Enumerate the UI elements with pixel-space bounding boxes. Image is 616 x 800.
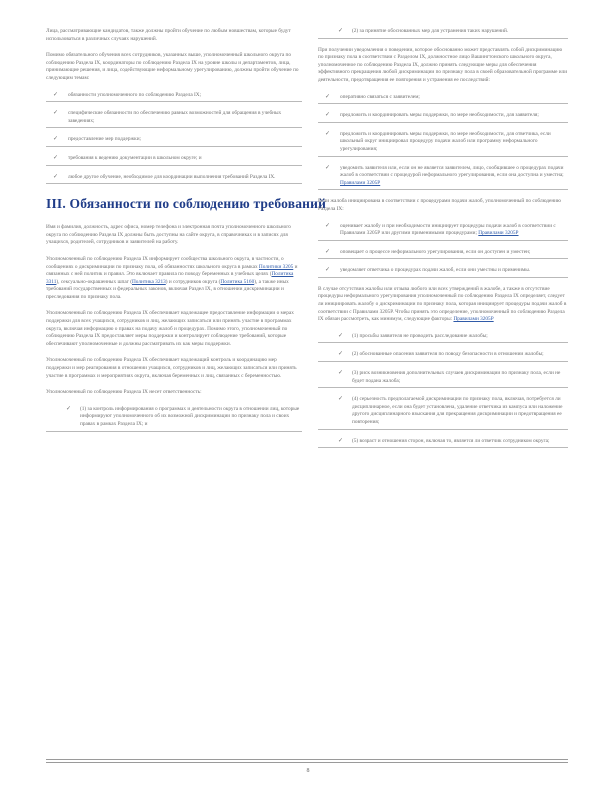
bullet-icon: ✓ (53, 91, 59, 98)
list-item (318, 131, 568, 157)
complaint-paragraph: Если жалоба инициирована в соответствии с процедурами подачи жалоб, уполномоченный по соблюдению Раздела IX: (318, 198, 561, 212)
bullet-icon: ✓ (338, 28, 344, 34)
bullet-icon: ✓ (338, 437, 344, 444)
notice-paragraph: При получении уведомления о поведении, которое обоснованно может представлять собой дискриминацию по признаку пола в соответствии с Разделом IX, должностное лицо Вашингтонского школьного округа, уполномоченное по соблюдению Раздела IX, должно принять следующие меры для обеспечения эффективного прекращения любой дискриминации по признаку пола в своей образовательной программе или деятельности, предотвращения ее повторения и устранения ее последствий: (318, 46, 568, 83)
list-item (318, 396, 568, 429)
list-item-text: предложить и координировать меры поддержки, по мере необходимости, для заявителя; (340, 112, 539, 119)
list-item (318, 267, 568, 278)
list-item-text: предоставление мер поддержки; (68, 136, 142, 143)
right-column (318, 28, 568, 456)
contact-paragraph: Имя и фамилия, должность, адрес офиса, номер телефона и электронная почта уполномоченного школьного округа по соблюдению Раздела IX должны быть доступны на сайте округа, в справочниках и в записях для учащихся, родителей, сотрудников и заявителей на работу. (46, 224, 291, 246)
list-item (46, 174, 302, 185)
left-column (46, 28, 327, 440)
list-item (318, 438, 568, 449)
list-item-text: (5) возраст и отношения сторон, включая то, является ли ответчик сотрудником округа; (352, 437, 550, 444)
list-item-text: обязанности уполномоченного по соблюдению Раздела IX; (68, 91, 202, 98)
section-title: Обязанности по соблюдению требований (69, 196, 327, 212)
bullet-icon: ✓ (53, 154, 59, 161)
intro-paragraph: Лица, рассматривающие кандидатов, также должны пройти обучение по любым новшествам, которые будут использоваться в различных случаях нарушений. (46, 28, 291, 42)
support-paragraph: Уполномоченный по соблюдению Раздела IX обеспечивает надлежащее предоставление информации о мерах поддержки для всех учащихся, сотрудников и лиц, желающих записаться или принять участие в программах округа, включая информацию о правах на подачу жалоб и процедурах. Помимо этого, уполномоченный по соблюдению Раздела IX предоставляет меры поддержки и контролирует соблюдение требований, которые обеспечивают уполномоченные и должны рассматривать их как меры поддержки. (46, 310, 294, 347)
bullet-icon: ✓ (325, 130, 331, 137)
list-item-text: уведомить заявителя или, если он не является заявителем, лицо, сообщившее о процедурах подачи жалоб в соответствии с процедурой неформального урегулирования, если она доступна и уместна; (340, 164, 564, 179)
list-item-text: (4) серьезность предполагаемой дискриминации по признаку пола, включая, потребуется ли дисциплинарное, если она будет установлена, удаление ответчика из кампуса или наложение другого дисциплинарного взыскания для прекращения дискриминации и предотвращения ее повторения; (352, 396, 563, 425)
policy-link[interactable]: Политика 3311 (46, 271, 294, 285)
bullet-icon: ✓ (325, 93, 331, 100)
list-item (318, 223, 568, 241)
list-item (318, 370, 568, 388)
list-item-text: оперативно связаться с заявителем; (340, 93, 420, 100)
list-item (46, 136, 302, 147)
list-item-text: предложить и координировать меры поддержки, по мере необходимости, для ответчика, если школьный округ инициировал процедуру подачи жалоб или программу неформального урегулирования; (340, 130, 551, 152)
section-heading (46, 196, 327, 212)
list-item (46, 155, 302, 166)
list-item (318, 249, 568, 260)
policy-link[interactable]: Правилами 3205Р (340, 179, 381, 186)
bullet-icon: ✓ (66, 405, 72, 412)
bullet-icon: ✓ (338, 351, 344, 358)
training-paragraph: Помимо обязательного обучения всех сотрудников, указанных выше, уполномоченный школьного округа по соблюдению Раздела IX, координаторы по соблюдению Раздела IX на уровне школы и департаментов, лица, принимающие решения, и лица, содействующие неформальному урегулированию, должны пройти обучение по следующим темам: (46, 52, 299, 81)
bullet-icon: ✓ (53, 173, 59, 180)
footer-divider (46, 762, 568, 763)
bullet-icon: ✓ (325, 267, 331, 274)
coordination-paragraph: Уполномоченный по соблюдению Раздела IX обеспечивает надлежащий контроль и координацию мер поддержки и мер реагирования в отношении учащихся, сотрудников и лиц, желающих записаться или принять участие в программах и мероприятиях округа, включая беременных и лиц, связанных с беременностью. (46, 357, 297, 379)
list-item-text: (1) просьбы заявителя не проводить расследование жалобы; (352, 332, 488, 339)
bullet-icon: ✓ (53, 136, 59, 143)
policy-link[interactable]: Политики 3205 (258, 263, 294, 270)
section-number: III. (46, 196, 66, 212)
policy-link[interactable]: Политика 3213 (131, 278, 166, 285)
list-item (318, 165, 568, 191)
list-item-text: (3) риск возникновения дополнительных случаев дискриминации по признаку пола, если не будет подана жалоба; (352, 370, 561, 384)
footer-divider (46, 759, 568, 760)
list-item (318, 112, 568, 123)
list-item-text: (2) за принятие обоснованных мер для устранения таких нарушений. (352, 28, 509, 34)
list-item-text: уведомляет ответчика о процедурах подачи жалоб, если они уместны и применимы. (340, 267, 531, 274)
list-item (46, 406, 302, 432)
bullet-icon: ✓ (325, 222, 331, 229)
list-item (46, 92, 302, 103)
factors-paragraph: В случае отсутствия жалобы или отзыва любого или всех утверждений в жалобе, а также в отсутствие процедуры неформального урегулирования уполномоченный по соблюдению Раздела IX определяет, следует ли инициировать жалобу о дискриминации по признаку пола, которая инициирует процедуры подачи жалоб в соответствии с Правилами 3205Р. Чтобы принять это определение, уполномоченный по соблюдению Раздела IX обязан рассмотреть, как минимум, следующие факторы: Правилами 3205Р (318, 285, 567, 323)
list-item-text: специфические обязанности по обеспечению равных возможностей для обращения в учебных заведениях; (68, 110, 282, 124)
bullet-icon: ✓ (325, 112, 331, 119)
bullet-icon: ✓ (338, 396, 344, 403)
page-number: 8 (306, 768, 310, 774)
list-item-text: оценивает жалобу и при необходимости инициирует процедуры подачи жалоб в соответствии с Правилами 3205Р или другими применимыми процедурами; (340, 222, 556, 237)
list-item (318, 94, 568, 105)
responsibility-paragraph: Уполномоченный по соблюдению Раздела IX несет ответственность: (46, 389, 202, 396)
list-item-text: требования к ведению документации в школьном округе; и (68, 154, 202, 161)
list-item-text: (1) за контроль информирования о программах и деятельности округа в отношении лиц, которые информируют уполномоченного об их возможной дискриминации по признаку пола и своих правах в рамках Раздела IX; и (80, 405, 300, 427)
bullet-icon: ✓ (338, 332, 344, 339)
bullet-icon: ✓ (325, 164, 331, 171)
list-item (318, 28, 568, 39)
list-item-text: (2) обоснованные опасения заявителя по поводу безопасности в отношении жалобы; (352, 351, 544, 358)
policy-link[interactable]: Правилами 3205Р (478, 230, 519, 237)
policy-link[interactable]: Правилами 3205Р (453, 316, 494, 323)
bullet-icon: ✓ (53, 110, 59, 117)
policy-link[interactable]: Политика 5160 (220, 278, 255, 285)
list-item (318, 351, 568, 362)
list-item (46, 110, 302, 128)
bullet-icon: ✓ (325, 248, 331, 255)
policies-paragraph: Уполномоченный по соблюдению Раздела IX информирует сообщества школьного округа, в частности, о сообщениях о дискриминации по признаку пола, об обязанностях школьного округа в рамках Политики 3205 и связанных с ней политик и правил. Это включает правила по поводу беременных в учебных целях (Политика 3311), сексуально-окрашенных шпаг (Политика 3213) и сотрудников округа (Политика 5160), а также иных требований государственных и федеральных законов, включая Раздел IX, в отношении дискриминации и преследования по признаку пола. (46, 255, 298, 300)
bullet-icon: ✓ (338, 370, 344, 377)
list-item-text: оповещает о процессе неформального урегулирования, если он доступен и уместен; (340, 248, 531, 255)
list-item-text: любое другое обучение, необходимое для координации выполнения требований Раздела IX. (68, 173, 276, 180)
list-item (318, 333, 568, 344)
